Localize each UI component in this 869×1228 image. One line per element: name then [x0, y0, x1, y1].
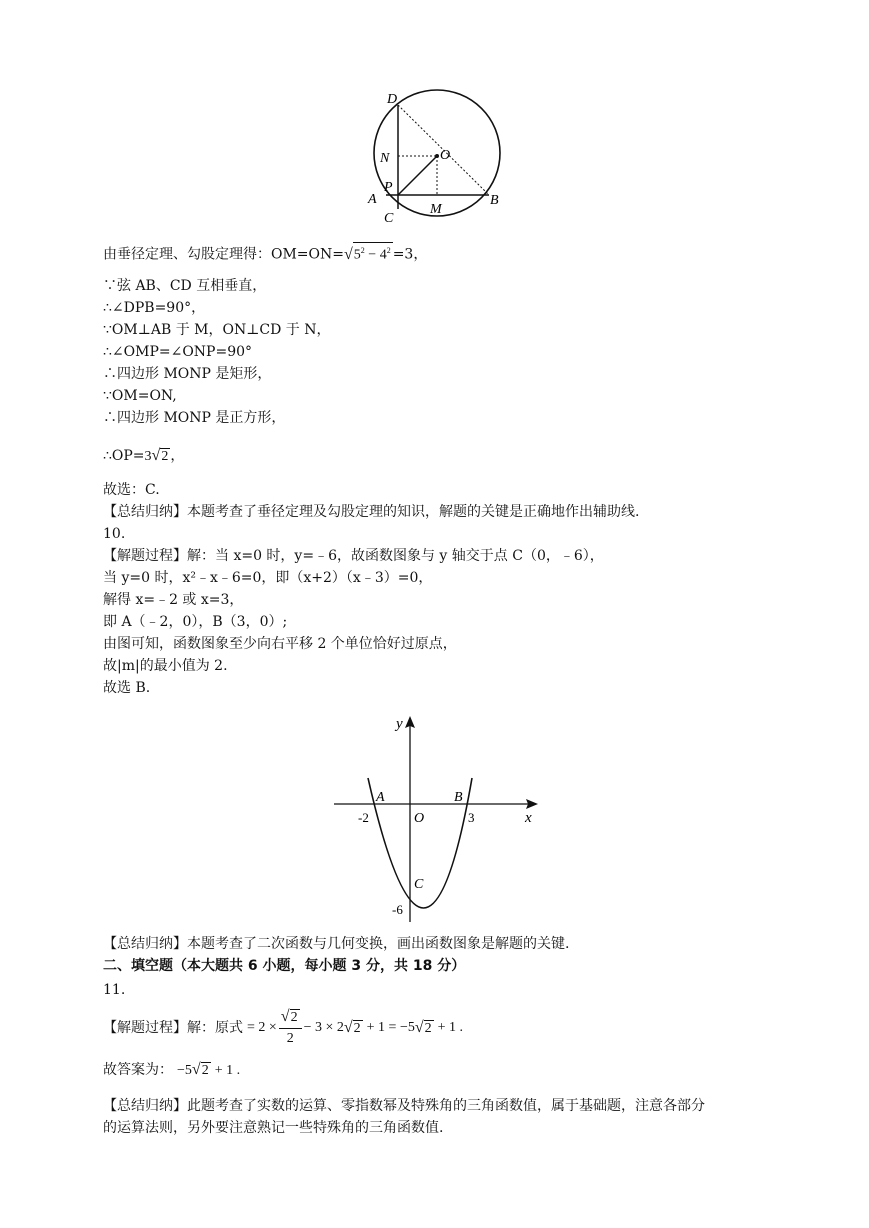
circle-outline [374, 90, 500, 216]
q11-process-line: 【解题过程】解：原式 = 2 × $\frac{√2}{2}$ − 3 × 2 √ 2 + 1 = −5 √ 2 + 1 . [103, 1006, 463, 1050]
q9-op-line: ∴OP=3√2 ， [103, 447, 185, 464]
frac-den: 2 [286, 1031, 294, 1046]
answer-radicand: 2 [201, 1063, 209, 1078]
op-prefix: ∴OP= [103, 448, 145, 464]
y-axis-label: y [396, 716, 403, 732]
q10-line-2: 当 y=0 时，x²﹣x﹣6=0，即（x+2）（x﹣3）=0， [103, 570, 433, 586]
q9-line-7: ∴四边形 MONP 是正方形， [103, 410, 286, 426]
q9-line-2: ∴∠DPB=90°， [103, 300, 206, 316]
q11-summary-line1: 【总结归纳】此题考查了实数的运算、零指数幂及特殊角的三角函数值，属于基础题，注意各部分 [103, 1098, 705, 1114]
q11-answer-prefix: 故答案为： [103, 1062, 173, 1078]
section-heading: 二、填空题（本大题共 6 小题，每小题 3 分，共 18 分） [103, 958, 466, 974]
tick-neg2: -2 [358, 810, 369, 825]
exp-a: 2 [360, 246, 365, 255]
q11-number: 11. [103, 982, 126, 998]
expr-end: + 1 . [437, 1020, 464, 1035]
expr-mid-radicand: 2 [353, 1020, 361, 1036]
q10-line-3: 解得 x=﹣2 或 x=3， [103, 592, 244, 608]
circle-geometry-figure [362, 88, 512, 228]
minus-sign: − [364, 247, 380, 263]
radicand-a: 5 [353, 247, 361, 263]
tick-3: 3 [468, 810, 475, 825]
point-c-label: C [414, 877, 424, 892]
point-a-label: A [376, 790, 385, 805]
q10-line-6: 故|m|的最小值为 2. [103, 658, 228, 674]
label-p: P [384, 180, 393, 195]
q9-line-6: ∵OM=ON, [103, 388, 177, 404]
exp-b: 2 [386, 246, 391, 255]
q9-line1-prefix: 由垂径定理、勾股定理得：OM=ON= [103, 246, 345, 263]
radicand-b: 4 [379, 247, 387, 263]
label-o: O [440, 148, 451, 163]
op-radicand: 2 [161, 449, 169, 464]
q11-summary-line2: 的运算法则，另外要注意熟记一些特殊角的三角函数值. [103, 1120, 444, 1136]
q9-line-4: ∴∠OMP=∠ONP=90° [103, 344, 253, 360]
op-coef: 3 [144, 449, 152, 464]
expr-mid: − 3 × 2 [303, 1020, 344, 1035]
q9-line-3: ∵OM⊥AB 于 M，ON⊥CD 于 N， [103, 322, 331, 338]
expr-tail: + 1 = −5 [366, 1020, 415, 1035]
frac-sqrt2-over-2: $\frac{√2}{2}$ [279, 1007, 302, 1049]
q10-summary: 【总结归纳】本题考查了二次函数与几何变换，画出函数图象是解题的关键. [103, 936, 570, 952]
label-c: C [384, 211, 394, 226]
q9-line1-suffix: =3， [392, 246, 428, 263]
label-n: N [380, 151, 390, 166]
q9-line-5: ∴四边形 MONP 是矩形， [103, 366, 272, 382]
q11-process-prefix: 【解题过程】解：原式 [103, 1020, 243, 1036]
q10-line-7: 故选 B. [103, 680, 151, 696]
label-m: M [430, 202, 442, 217]
origin-label: O [414, 811, 425, 826]
label-b: B [490, 193, 499, 208]
q11-answer-line: 故答案为： −5√2 + 1 . [103, 1061, 241, 1078]
q10-line-1: 【解题过程】解：当 x=0 时，y=﹣6，故函数图象与 y 轴交于点 C（0，﹣6）， [103, 548, 604, 564]
label-d: D [387, 92, 398, 107]
point-b-label: B [454, 790, 463, 805]
q9-summary: 【总结归纳】本题考查了垂径定理及勾股定理的知识，解题的关键是正确地作出辅助线. [103, 504, 640, 520]
q10-number: 10. [103, 526, 126, 542]
segment-po [398, 156, 437, 195]
expr-eq1: = 2 × [247, 1020, 277, 1035]
q9-answer: 故选：C. [103, 482, 160, 498]
answer-rest: + 1 . [214, 1063, 241, 1078]
tick-neg6: -6 [392, 902, 403, 917]
q9-line-om-on: 由垂径定理、勾股定理得：$OM=ON=√5^2 - 4^2 =3$， [103, 242, 427, 266]
answer-coef: −5 [177, 1063, 192, 1078]
frac-num-radicand: 2 [290, 1010, 298, 1025]
q9-line-1: ∵弦 AB、CD 互相垂直， [103, 278, 267, 294]
center-dot [435, 154, 439, 158]
label-a: A [368, 192, 377, 207]
q10-line-4: 即 A（﹣2，0），B（3，0）; [103, 614, 288, 630]
q10-line-5: 由图可知，函数图象至少向右平移 2 个单位恰好过原点， [103, 636, 457, 652]
parabola-figure [330, 708, 550, 930]
op-suffix: ， [170, 448, 185, 464]
x-axis-label: x [525, 810, 532, 826]
expr-tail-radicand: 2 [424, 1020, 432, 1036]
